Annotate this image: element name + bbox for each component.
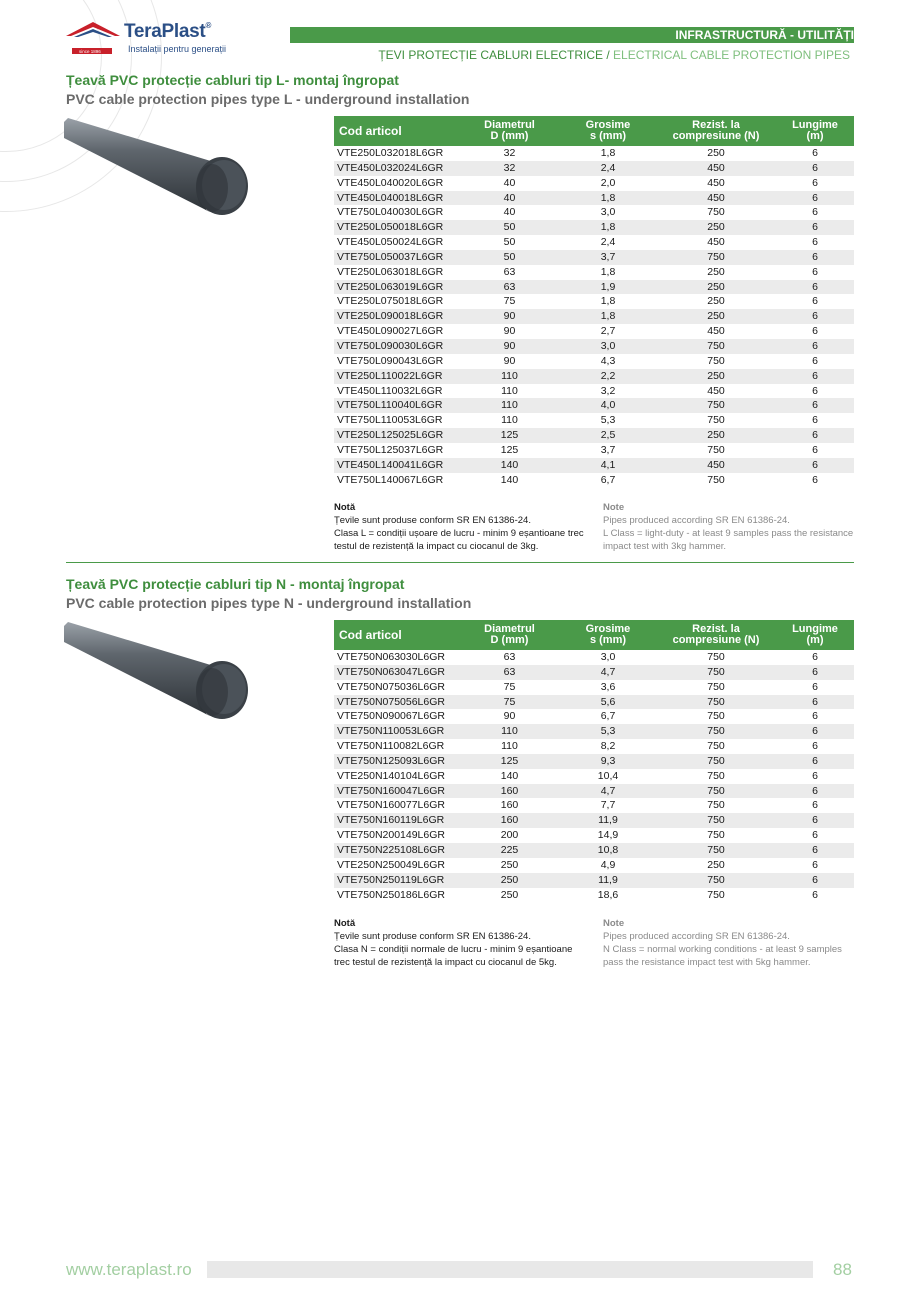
cell-thickness: 11,9 (598, 814, 618, 827)
cell-code: VTE750N063030L6GR (337, 651, 445, 663)
cell-diameter: 110 (501, 384, 518, 397)
footer-bar (207, 1261, 813, 1278)
cell-thickness: 3,0 (600, 206, 616, 219)
since-label: since 1896 (76, 49, 104, 54)
cell-thickness: 14,9 (597, 829, 619, 842)
cell-code: VTE750L140067L6GR (337, 473, 444, 486)
cell-diameter: 125 (500, 754, 519, 767)
cell-code: VTE450L140041L6GR (337, 458, 444, 471)
cell-resistance: 450 (707, 161, 725, 174)
section-n-title-ro: Țeavă PVC protecție cabluri tip N - montaj îngropat (66, 576, 405, 592)
col-code-header: Cod articol (339, 627, 402, 642)
cell-thickness: 10,4 (597, 769, 619, 782)
cell-code: VTE750N110082L6GR (337, 740, 445, 753)
pipes-table-type-l (334, 116, 854, 487)
table-row (334, 709, 854, 724)
table-row (334, 309, 854, 324)
cell-diameter: 110 (501, 369, 518, 382)
cell-diameter: 75 (503, 695, 516, 708)
cell-diameter: 50 (503, 221, 516, 234)
cell-diameter: 32 (503, 147, 516, 159)
pvc-pipe-image (64, 118, 256, 218)
cell-length: 6 (812, 843, 818, 856)
cell-length: 6 (812, 161, 818, 174)
cell-length: 6 (812, 665, 818, 678)
cell-diameter: 140 (500, 769, 519, 782)
cell-resistance: 750 (707, 829, 725, 842)
cell-thickness: 2,2 (600, 369, 616, 382)
table-row (334, 191, 854, 206)
cell-code: VTE750N200149L6GR (337, 829, 445, 842)
table-row (334, 739, 854, 754)
cell-length: 6 (812, 754, 818, 767)
cell-resistance: 250 (707, 429, 725, 442)
cell-code: VTE250L110022L6GR (337, 369, 443, 382)
subcategory-title: ȚEVI PROTECȚIE CABLURI ELECTRICE / ELECTRICAL CABLE PROTECTION PIPES (378, 48, 850, 62)
section-l-title-ro: Țeavă PVC protecție cabluri tip L- montaj îngropat (66, 72, 399, 88)
col-length-header: Lungime (m) (792, 623, 838, 646)
table-row (334, 665, 854, 680)
note-en-type-n: Note Pipes produced according SR EN 61386-24. N Class = normal working conditions - at least 9 samples pass the resistance impact test with 5kg hammer. (603, 918, 842, 968)
cell-length: 6 (812, 829, 818, 842)
footer-website-link[interactable]: www.teraplast.ro (66, 1260, 192, 1279)
cell-code: VTE250L063019L6GR (337, 280, 444, 293)
cell-thickness: 3,7 (600, 443, 616, 456)
table-row (334, 888, 854, 903)
cell-code: VTE750N225108L6GR (337, 843, 445, 856)
table-row (334, 294, 854, 309)
cell-diameter: 250 (500, 873, 519, 886)
table-row (334, 680, 854, 695)
cell-diameter: 75 (503, 680, 516, 693)
cell-length: 6 (812, 280, 818, 293)
cell-resistance: 750 (707, 339, 725, 352)
cell-resistance: 750 (707, 665, 725, 678)
cell-length: 6 (812, 873, 818, 886)
cell-thickness: 4,7 (600, 784, 616, 797)
cell-diameter: 225 (500, 843, 519, 856)
table-body (334, 650, 854, 902)
table-row (334, 724, 854, 739)
cell-thickness: 3,0 (600, 339, 616, 352)
cell-length: 6 (812, 399, 818, 412)
cell-code: VTE750N250119L6GR (337, 873, 445, 886)
cell-resistance: 250 (707, 310, 725, 323)
cell-length: 6 (812, 369, 818, 382)
cell-length: 6 (812, 473, 818, 486)
cell-thickness: 1,8 (600, 191, 616, 204)
table-row (334, 220, 854, 235)
cell-diameter: 110 (501, 414, 518, 427)
note-ro-type-n: Notă Țevile sunt produse conform SR EN 61386-24. Clasa N = condiții normale de lucru - minim 9 eșantioane trec testul de rezistență la impact cu ciocanul de 5kg. (334, 918, 573, 968)
table-header (334, 116, 854, 146)
cell-code: VTE750N090067L6GR (337, 710, 445, 723)
cell-diameter: 90 (503, 710, 516, 723)
cell-length: 6 (812, 680, 818, 693)
cell-code: VTE750L090043L6GR (337, 354, 444, 367)
cell-code: VTE450L090027L6GR (337, 325, 444, 338)
table-row (334, 205, 854, 220)
cell-length: 6 (812, 176, 818, 189)
cell-code: VTE750L110040L6GR (337, 399, 443, 412)
cell-code: VTE750N075056L6GR (337, 695, 445, 708)
cell-length: 6 (812, 414, 818, 427)
table-row (334, 339, 854, 354)
cell-diameter: 63 (503, 665, 516, 678)
cell-length: 6 (812, 250, 818, 263)
table-row (334, 473, 854, 488)
cell-length: 6 (812, 858, 818, 871)
cell-diameter: 160 (500, 814, 519, 827)
table-row (334, 235, 854, 250)
table-row (334, 828, 854, 843)
cell-thickness: 6,7 (600, 710, 616, 723)
cell-diameter: 160 (500, 799, 519, 812)
cell-length: 6 (812, 339, 818, 352)
cell-thickness: 1,8 (600, 147, 616, 159)
table-row (334, 384, 854, 399)
brand-name: TeraPlast® (124, 21, 212, 42)
section-l-title-en: PVC cable protection pipes type L - underground installation (66, 91, 470, 107)
cell-resistance: 750 (707, 206, 725, 219)
cell-thickness: 8,2 (600, 740, 616, 753)
cell-thickness: 6,7 (600, 473, 616, 486)
cell-length: 6 (812, 769, 818, 782)
cell-code: VTE250N250049L6GR (337, 858, 445, 871)
table-row (334, 650, 854, 665)
table-row (334, 324, 854, 339)
section-n-title-en: PVC cable protection pipes type N - underground installation (66, 595, 472, 611)
cell-resistance: 450 (707, 458, 725, 471)
brand-tagline: Instalații pentru generații (128, 44, 227, 54)
table-row (334, 398, 854, 413)
cell-length: 6 (812, 265, 818, 278)
cell-diameter: 63 (503, 280, 516, 293)
cell-resistance: 250 (707, 265, 725, 278)
cell-length: 6 (812, 206, 818, 219)
cell-resistance: 750 (707, 769, 725, 782)
cell-length: 6 (812, 147, 818, 159)
cell-code: VTE250L125025L6GR (337, 429, 444, 442)
cell-resistance: 750 (707, 814, 725, 827)
table-row (334, 858, 854, 873)
cell-resistance: 250 (707, 295, 725, 308)
cell-length: 6 (812, 725, 818, 738)
cell-length: 6 (812, 814, 818, 827)
cell-length: 6 (812, 458, 818, 471)
table-body (334, 146, 854, 487)
cell-diameter: 63 (503, 265, 516, 278)
cell-thickness: 2,0 (600, 176, 616, 189)
section-divider (66, 562, 854, 563)
cell-diameter: 40 (503, 176, 516, 189)
cell-diameter: 110 (501, 399, 518, 412)
table-row (334, 843, 854, 858)
table-row (334, 784, 854, 799)
cell-code: VTE750L040030L6GR (337, 206, 444, 219)
cell-code: VTE750N160119L6GR (337, 814, 445, 827)
cell-code: VTE450L040018L6GR (337, 191, 444, 204)
table-row (334, 354, 854, 369)
note-ro-type-l: Notă Țevile sunt produse conform SR EN 61386-24. Clasa L = condiții ușoare de lucru - minim 9 eșantioane trec testul de rezistență la impact cu ciocanul de 3kg. (334, 502, 584, 552)
cell-length: 6 (812, 191, 818, 204)
cell-code: VTE250L032018L6GR (337, 147, 444, 159)
cell-thickness: 1,8 (600, 295, 616, 308)
cell-diameter: 140 (500, 473, 519, 486)
cell-code: VTE750N063047L6GR (337, 665, 445, 678)
cell-length: 6 (812, 740, 818, 753)
cell-code: VTE450L050024L6GR (337, 236, 444, 249)
cell-resistance: 250 (707, 369, 725, 382)
cell-thickness: 1,9 (600, 280, 616, 293)
cell-resistance: 750 (707, 754, 725, 767)
cell-thickness: 2,5 (600, 429, 616, 442)
cell-resistance: 750 (707, 799, 725, 812)
cell-length: 6 (812, 384, 818, 397)
cell-resistance: 750 (707, 695, 725, 708)
table-row (334, 754, 854, 769)
cell-thickness: 10,8 (597, 843, 619, 856)
cell-thickness: 3,7 (600, 250, 616, 263)
cell-code: VTE450L110032L6GR (337, 384, 443, 397)
cell-length: 6 (812, 236, 818, 249)
cell-resistance: 750 (707, 740, 725, 753)
table-row (334, 695, 854, 710)
cell-code: VTE450L032024L6GR (337, 161, 444, 174)
cell-diameter: 250 (500, 888, 519, 901)
col-diameter-header: Diametrul D (mm) (484, 119, 535, 142)
col-thickness-header: Grosime s (mm) (585, 623, 631, 646)
table-row (334, 813, 854, 828)
table-row (334, 769, 854, 784)
col-code-header: Cod articol (339, 123, 402, 138)
cell-diameter: 110 (501, 725, 518, 738)
cell-thickness: 5,3 (600, 725, 616, 738)
cell-diameter: 250 (500, 858, 519, 871)
cell-length: 6 (812, 799, 818, 812)
cell-resistance: 450 (707, 236, 725, 249)
cell-thickness: 4,1 (600, 458, 616, 471)
cell-resistance: 250 (707, 280, 725, 293)
cell-thickness: 3,2 (600, 384, 616, 397)
cell-resistance: 750 (707, 250, 725, 263)
cell-resistance: 450 (707, 191, 725, 204)
cell-thickness: 5,6 (600, 695, 616, 708)
table-row (334, 265, 854, 280)
cell-code: VTE250N140104L6GR (337, 769, 445, 782)
table-header (334, 620, 854, 650)
cell-code: VTE750N075036L6GR (337, 680, 445, 693)
cell-length: 6 (812, 354, 818, 367)
cell-thickness: 18,6 (597, 888, 619, 901)
cell-diameter: 160 (500, 784, 519, 797)
cell-thickness: 4,3 (600, 354, 616, 367)
cell-resistance: 750 (707, 414, 725, 427)
table-row (334, 250, 854, 265)
cell-diameter: 110 (501, 740, 518, 753)
cell-code: VTE750N125093L6GR (337, 754, 445, 767)
cell-diameter: 200 (500, 829, 519, 842)
cell-diameter: 140 (500, 458, 519, 471)
cell-length: 6 (812, 221, 818, 234)
cell-thickness: 3,0 (600, 651, 616, 663)
cell-diameter: 50 (503, 236, 516, 249)
cell-diameter: 32 (503, 161, 516, 174)
cell-code: VTE250L050018L6GR (337, 221, 444, 234)
cell-code: VTE750L090030L6GR (337, 339, 444, 352)
cell-length: 6 (812, 784, 818, 797)
cell-resistance: 250 (707, 147, 725, 159)
note-en-type-l: Note Pipes produced according SR EN 61386-24. L Class = light-duty - at least 9 samples pass the resistance impact test with 3kg hammer. (603, 502, 854, 552)
table-row (334, 146, 854, 161)
cell-length: 6 (812, 443, 818, 456)
col-length-header: Lungime (m) (792, 119, 838, 142)
cell-length: 6 (812, 429, 818, 442)
col-thickness-header: Grosime s (mm) (585, 119, 631, 142)
cell-code: VTE250L075018L6GR (337, 295, 444, 308)
cell-thickness: 2,7 (600, 325, 616, 338)
cell-resistance: 750 (707, 725, 725, 738)
cell-resistance: 750 (707, 651, 725, 663)
cell-resistance: 450 (707, 384, 725, 397)
table-row (334, 443, 854, 458)
cell-diameter: 90 (503, 310, 516, 323)
cell-thickness: 4,7 (600, 665, 616, 678)
cell-resistance: 750 (707, 680, 725, 693)
cell-thickness: 2,4 (600, 161, 616, 174)
cell-thickness: 9,3 (600, 754, 616, 767)
teraplast-logo[interactable] (66, 20, 236, 56)
cell-thickness: 11,9 (598, 873, 618, 886)
cell-length: 6 (812, 295, 818, 308)
col-resistance-header: Rezist. la compresiune (N) (672, 623, 760, 646)
cell-thickness: 1,8 (600, 310, 616, 323)
table-row (334, 798, 854, 813)
cell-code: VTE250L090018L6GR (337, 310, 444, 323)
cell-diameter: 125 (500, 429, 519, 442)
cell-resistance: 750 (707, 784, 725, 797)
cell-resistance: 750 (707, 873, 725, 886)
cell-diameter: 40 (503, 191, 516, 204)
cell-thickness: 7,7 (600, 799, 616, 812)
cell-diameter: 50 (503, 250, 516, 263)
table-row (334, 280, 854, 295)
col-diameter-header: Diametrul D (mm) (484, 623, 535, 646)
cell-length: 6 (812, 888, 818, 901)
cell-code: VTE750N110053L6GR (337, 725, 445, 738)
cell-code: VTE750N160077L6GR (337, 799, 445, 812)
table-row (334, 369, 854, 384)
cell-thickness: 1,8 (600, 221, 616, 234)
cell-thickness: 4,0 (600, 399, 616, 412)
cell-length: 6 (812, 695, 818, 708)
cell-thickness: 1,8 (600, 265, 616, 278)
cell-thickness: 3,6 (600, 680, 616, 693)
cell-code: VTE750N160047L6GR (337, 784, 445, 797)
table-row (334, 413, 854, 428)
cell-code: VTE750L050037L6GR (337, 250, 444, 263)
cell-diameter: 125 (500, 443, 519, 456)
cell-diameter: 75 (503, 295, 516, 308)
cell-diameter: 90 (503, 354, 516, 367)
cell-code: VTE750L110053L6GR (337, 414, 443, 427)
cell-length: 6 (812, 710, 818, 723)
col-resistance-header: Rezist. la compresiune (N) (672, 119, 760, 142)
cell-thickness: 5,3 (600, 414, 616, 427)
cell-length: 6 (812, 651, 818, 663)
table-row (334, 161, 854, 176)
cell-resistance: 750 (707, 473, 725, 486)
cell-code: VTE250L063018L6GR (337, 265, 444, 278)
cell-code: VTE750N250186L6GR (337, 888, 445, 901)
cell-resistance: 450 (707, 325, 725, 338)
cell-diameter: 90 (503, 325, 516, 338)
table-row (334, 428, 854, 443)
page-number: 88 (833, 1260, 852, 1279)
cell-resistance: 450 (707, 176, 725, 189)
cell-resistance: 750 (707, 888, 725, 901)
cell-resistance: 750 (707, 710, 725, 723)
cell-resistance: 750 (707, 354, 725, 367)
cell-diameter: 40 (503, 206, 516, 219)
cell-length: 6 (812, 325, 818, 338)
cell-resistance: 250 (707, 221, 725, 234)
cell-resistance: 750 (707, 843, 725, 856)
cell-thickness: 2,4 (600, 236, 616, 249)
table-row (334, 873, 854, 888)
category-title: INFRASTRUCTURĂ - UTILITĂȚI (675, 28, 854, 42)
cell-code: VTE750L125037L6GR (337, 443, 444, 456)
cell-length: 6 (812, 310, 818, 323)
cell-thickness: 4,9 (600, 858, 616, 871)
cell-code: VTE450L040020L6GR (337, 176, 444, 189)
cell-resistance: 750 (707, 443, 725, 456)
table-row (334, 176, 854, 191)
cell-diameter: 90 (503, 339, 516, 352)
table-row (334, 458, 854, 473)
pipes-table-type-n (334, 620, 854, 902)
cell-diameter: 63 (503, 651, 516, 663)
cell-resistance: 250 (707, 858, 725, 871)
cell-resistance: 750 (707, 399, 725, 412)
pvc-pipe-image (64, 622, 256, 722)
